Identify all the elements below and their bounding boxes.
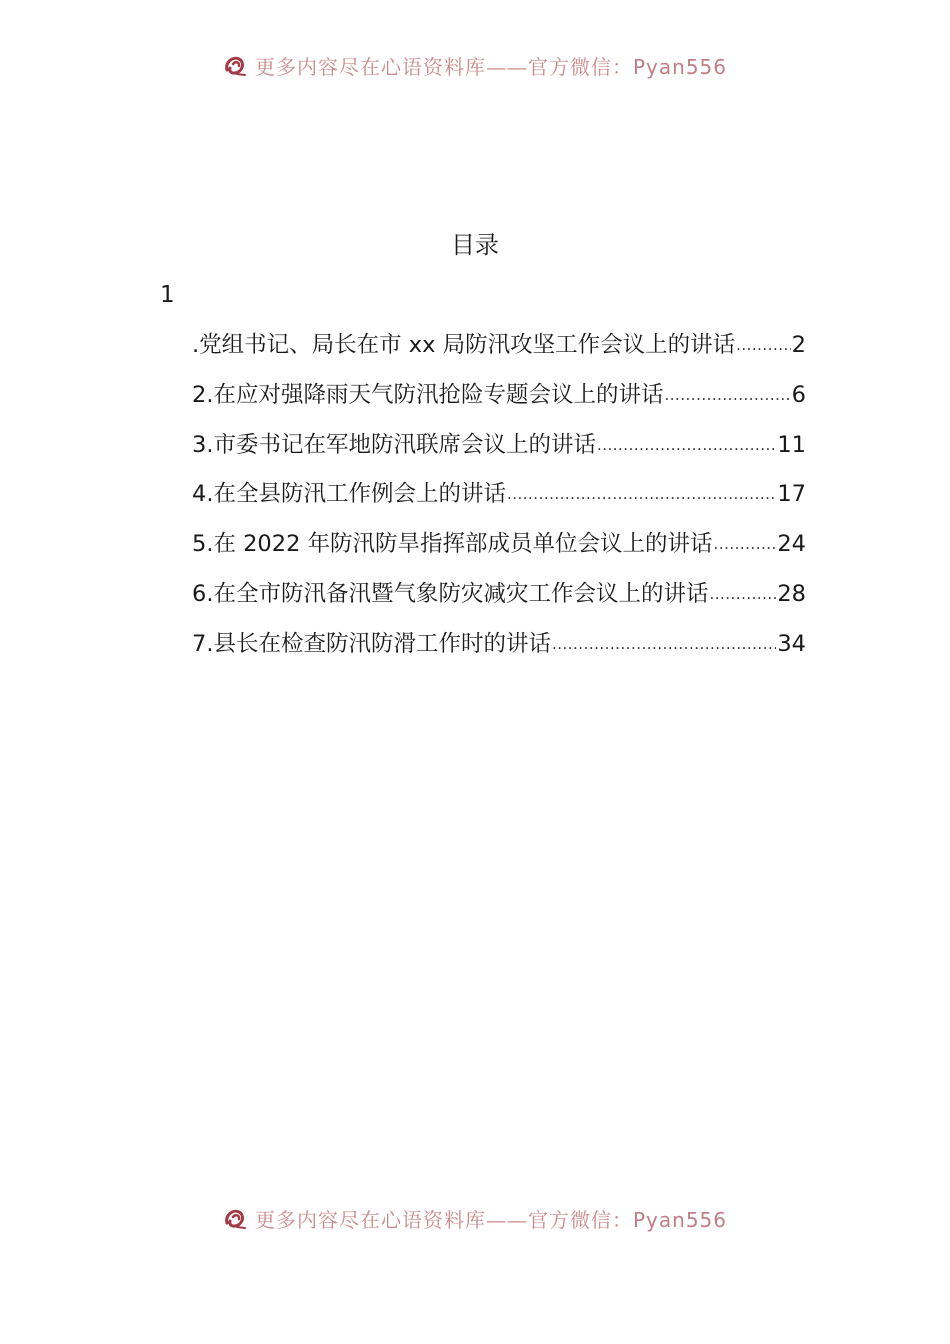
toc-entry-page: 11 [777,431,806,458]
toc-entry-page: 24 [777,531,806,558]
toc-leader-dots [709,575,776,611]
toc-entry-2[interactable] [192,378,806,428]
toc-entry-page: 28 [777,580,806,607]
footer-watermark [0,1207,950,1241]
toc-entry-text: 5.在 2022 年防汛防旱指挥部成员单位会议上的讲话 [192,531,713,558]
toc-entry-6[interactable] [192,577,806,627]
toc-list [192,328,806,677]
toc-leader-dots [664,376,790,412]
toc-lead-number: 1 [160,282,175,308]
toc-entry-3[interactable] [192,428,806,478]
toc-leader-dots [552,625,776,661]
toc-entry-text: 3.市委书记在军地防汛联席会议上的讲话 [192,431,596,458]
toc-title: 目录 [451,231,499,259]
toc-entry-page: 34 [777,630,806,657]
toc-leader-dots [736,326,791,362]
toc-leader-dots [507,475,776,511]
toc-entry-text: 7.县长在检查防汛防滑工作时的讲话 [192,630,551,657]
toc-entry-page: 6 [791,381,806,408]
toc-entry-text: 2.在应对强降雨天气防汛抢险专题会议上的讲话 [192,381,664,408]
toc-entry-text: 4.在全县防汛工作例会上的讲话 [192,481,506,508]
toc-entry-text: .党组书记、局长在市 xx 局防汛攻坚工作会议上的讲话 [192,332,736,358]
watermark-text: 更多内容尽在心语资料库——官方微信：Pyan556 [254,54,727,79]
header-watermark [0,54,950,88]
toc-entry-page: 17 [777,481,806,508]
toc-leader-dots [597,426,776,462]
toc-entry-4[interactable] [192,477,806,527]
toc-entry-1[interactable] [192,328,806,378]
toc-entry-5[interactable] [192,527,806,577]
toc-entry-page: 2 [791,332,806,358]
toc-entry-text: 6.在全市防汛备汛暨气象防灾减灾工作会议上的讲话 [192,580,709,607]
watermark-logo-icon [223,54,249,78]
watermark-logo-icon [223,1207,249,1231]
toc-leader-dots [714,525,777,561]
toc-entry-7[interactable] [192,627,806,677]
watermark-text: 更多内容尽在心语资料库——官方微信：Pyan556 [254,1207,727,1232]
